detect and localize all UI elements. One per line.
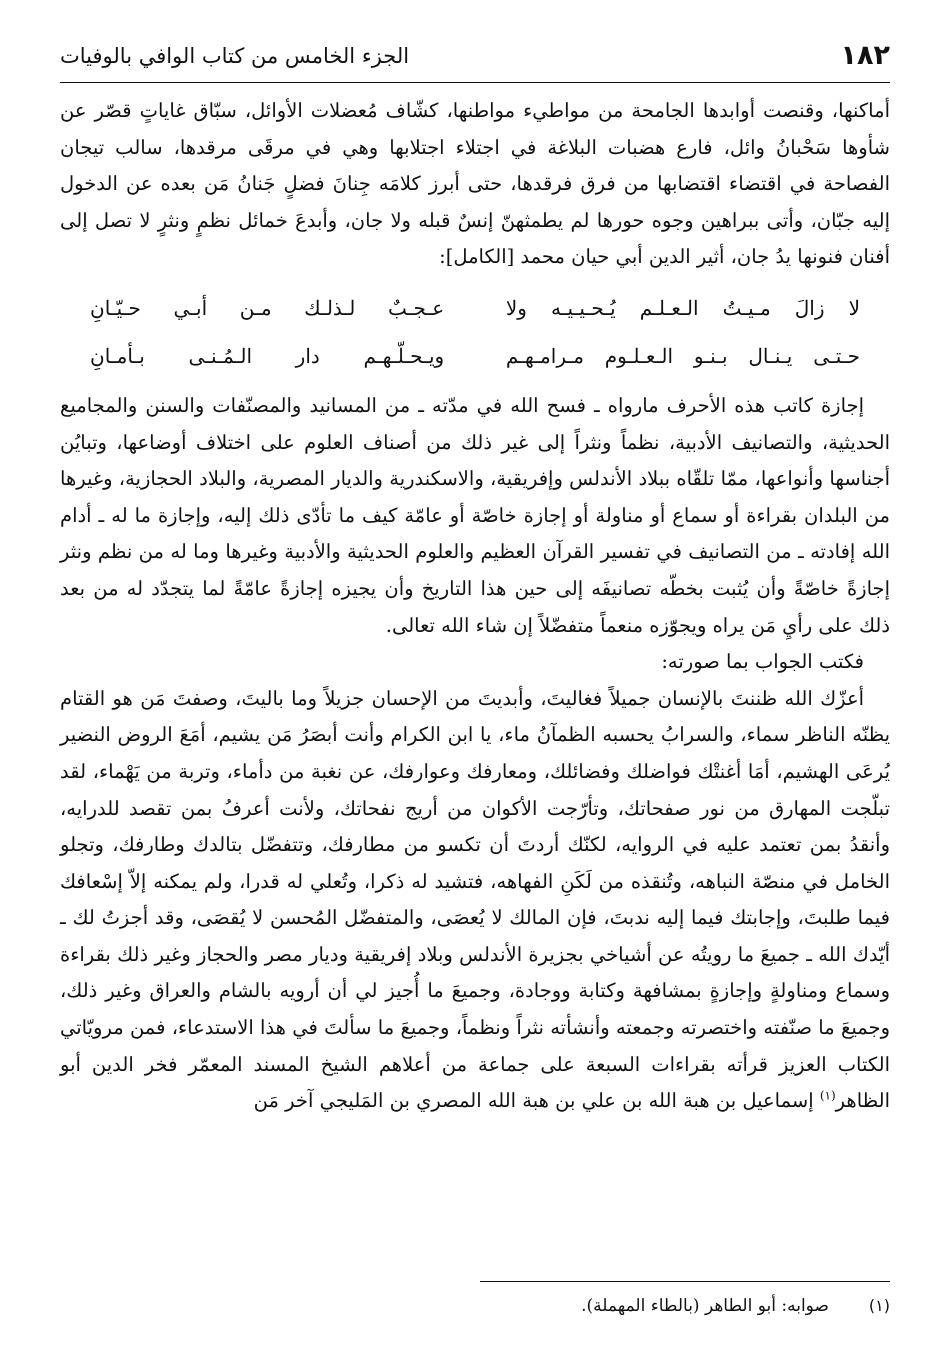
verse-first-hemistich: حـتـى يـنـال بـنـو الـعـلـوم مـرامـهـم <box>505 343 860 368</box>
verse-second-hemistich: ويـحـلّـهـم دار الـمُـنـى بـأمـانِ <box>90 343 445 368</box>
page-header <box>60 34 890 78</box>
page-number: ١٨٢ <box>840 40 890 71</box>
verse-line <box>90 332 860 380</box>
verse-line <box>90 284 860 332</box>
footnote <box>581 1292 890 1320</box>
verse-second-hemistich: عـجـبٌ لـذلـك مـن أبـي حـيّـانِ <box>90 295 445 320</box>
footnote-number: (١) <box>868 1296 890 1315</box>
verse-first-hemistich: لا زالَ مـيـتُ الـعـلـم يُـحـيـيـه ولا <box>505 295 860 320</box>
header-divider <box>60 82 890 83</box>
footnote-text: صوابه: أبو الطاهر (بالطاء المهملة). <box>581 1296 829 1316</box>
main-text <box>60 93 890 1120</box>
paragraph-2: إجازة كاتب هذه الأحرف مارواه ـ فسح الله في مدّته ـ من المسانيد والمصنّفات والسنن والمجاميع الحديثية، والتصانيف الأدبية، نظماً ونثراً إلى غير ذلك من أصناف العلوم على اختلاف أوضاعها، وتبايُن أجناسها وأنواعها، ممّا تلقّاه ببلاد الأندلس وإفريقية، والاسكندرية والديار المصرية، والبلاد الحجازية، وغيرها من البلدان بقراءة أو سماع أو مناولة أو إجازة خاصّة أو عامّة كيف ما تأدّى ذلك إليه، وإجازة ما له ـ أدام الله إفادته ـ من التصانيف في تفسير القرآن العظيم والعلوم الحديثية والأدبية وغيرها وما له من نظم ونثر إجازةً خاصّةً وأن يُثبت بخطّه تصانيفَه إلى حين هذا التاريخ وأن يجيزه إجازةً عامّةً لما يتجدّد له من بعد ذلك على رأيِ مَن يراه ويجوّزه منعماً متفضّلاً إن شاء الله تعالى. <box>60 393 890 637</box>
paragraph-4-text: أعزّك الله ظننتَ بالإنسان جميلاً فغاليتَ، وأبديتَ من الإحسان جزيلاً وما باليتَ، وصفتَ مَن هو القتام يظنّه الناظر سماء، والسرابُ يحسبه الظمآنُ ماء، يا ابن الكرام وأنت أبصَرُ مَن يشيم، أمَعَ الروض النضير يُرعَى الهشيم، أمَا أغنتْك فواضلك وفضائلك، ومعارفك وعوارفك، عن نغبة من دأماء، وتربة من يَهْماء، لقد تبلّجت المهارق من نور صفحاتك، وتأرّجت الأكوان من أريج نفحاتك، ولأنت أعرفُ بمن تقصد للدرايه، وأنقدُ بمن تعتمد عليه في الروايه، لكنّك أردتَ أن تكسو من مطارفك، وتتفضّل بتالدك وطارفك، وتجلو الخامل في منصّة النباهه، وتُنقذه من لَكَنِ الفهاهه، فتشيد له ذكرا، وتُعلي له قدرا، ولم يمكنه إلاّ إسْعافك فيما طلبتَ، وإجابتك فيما إليه ندبتَ، فإن المالك لا يُعصَى، والمتفضّل المُحسن لا يُقصَى، وقد أجزتُ لك ـ أيّدك الله ـ جميعَ ما رويتُه عن أشياخي بجزيرة الأندلس وبلاد إفريقية وديار مصر والحجاز وغير ذلك بقراءة وسماع ومناولةٍ وإجازةٍ بمشافهة وكتابة ووجادة، وجميعَ ما أُجيز لي أن أرويه بالشام والعراق وغير ذلك، وجميعَ ما صنّفته واختصرته وجمعته وأنشأته نثراً ونظماً، وجميعَ ما سألتَ في هذا الاستدعاء، فمن مرويّاتي الكتاب العزيز قرأته بقراءات السبعة على جماعة من أعلاهم الشيخ المسند المعمّر فخر الدين أبو الظاهر <box>60 686 890 1113</box>
footnote-divider <box>480 1281 890 1282</box>
running-title: الجزء الخامس من كتاب الوافي بالوفيات <box>60 44 410 68</box>
paragraph-1: أماكنها، وقنصت أوابدها الجامحة من مواطيء مواطنها، كشّاف مُعضلات الأوائل، سبّاق غاياتٍ قصّر عن شأوها سَحْبانُ وائل، فارع هضبات البلاغة في اجتلاء اجتلابها وهي في مرقَى مرقدها، سالب تيجان الفصاحة في اقتضاء اقتضابها من فرق فرقدها، حتى أبرز كلامَه جِنانَ فضلٍ جَنانُ مَن بعده عن الدخول إليه جبّان، وأتى ببراهين وجوه حورها لم يطمثهنّ إنسٌ قبله ولا جان، وأبدعَ خمائل نظمٍ ونثرٍ لا تصل إلى أفنان فنونها يدُ جان، أثير الدين أبي حيان محمد [الكامل]: <box>60 99 890 269</box>
paragraph-3: فكتب الجواب بما صورته: <box>661 650 864 674</box>
poem <box>90 284 860 380</box>
paragraph-4-continuation: إسماعيل بن هبة الله بن علي بن هبة الله المصري بن المَليجي آخر مَن <box>253 1089 820 1113</box>
paragraph-4 <box>60 681 890 1120</box>
book-page <box>60 34 890 1344</box>
footnote-reference[interactable]: (١) <box>819 1088 836 1103</box>
